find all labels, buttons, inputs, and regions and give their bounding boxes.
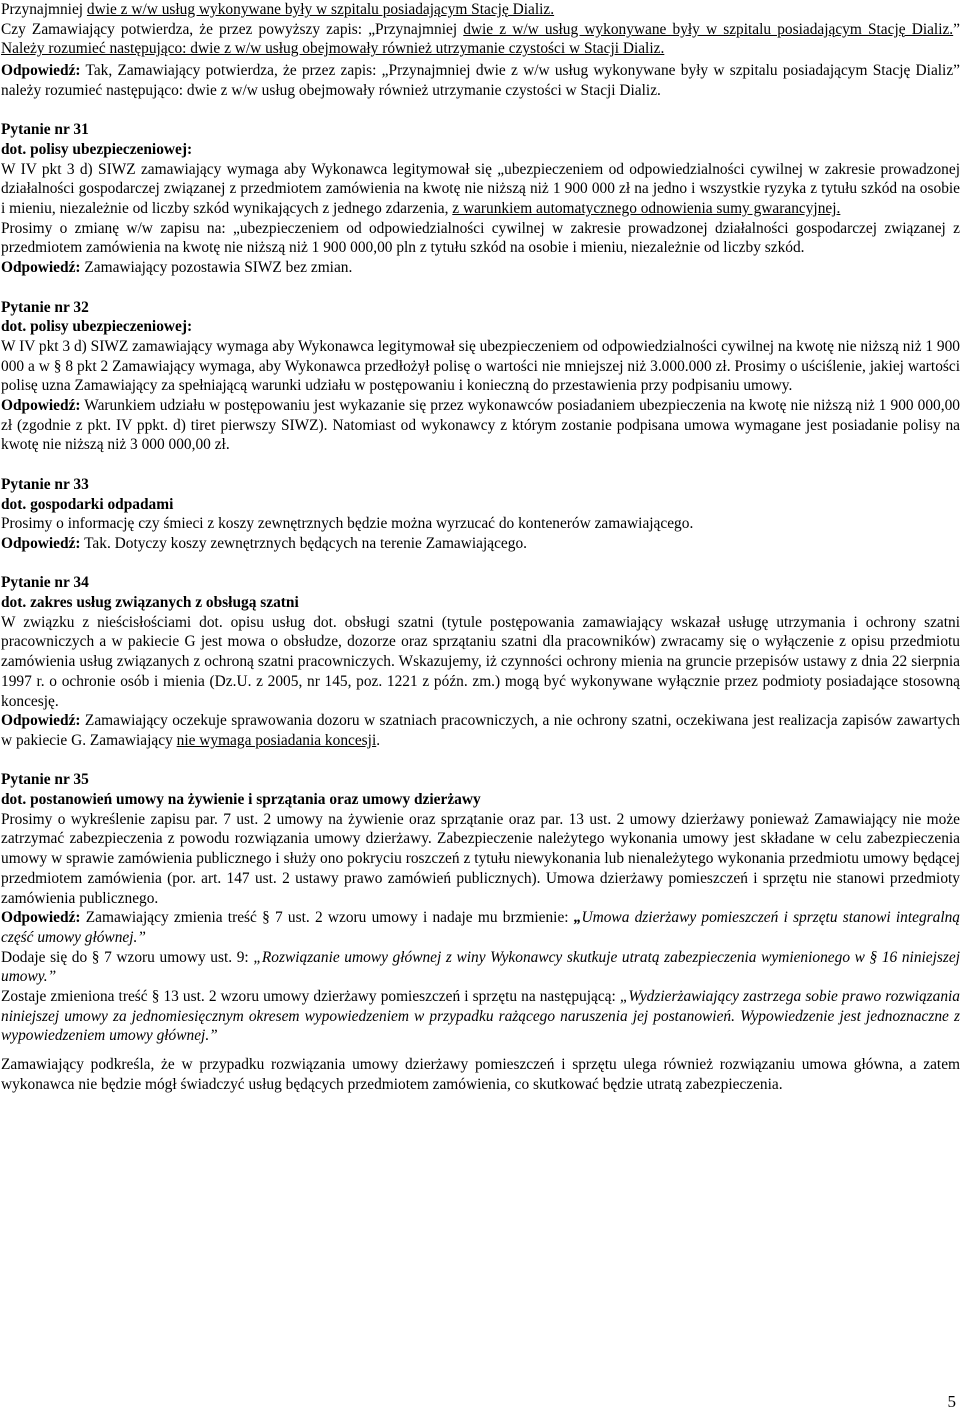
answer-text: Tak, Zamawiający potwierdza, że przez zapis: „Przynajmniej dwie z w/w usług wykonywane były w szpitalu posiadającym Stację Dializ” należy rozumieć następująco: dwie z w/w usług obejmowały również utrzymanie czystości w Stacji Dializ.: [1, 62, 960, 99]
question-35-addition-1: [1, 948, 960, 987]
question-32-title: Pytanie nr 32: [1, 298, 89, 316]
question-32-subject: dot. polisy ubezpieczeniowej:: [1, 318, 193, 336]
question-34-answer: [1, 711, 960, 750]
question-34-subject: dot. zakres usług związanych z obsługą szatni: [1, 594, 299, 612]
question-31-request: Prosimy o zmianę w/w zapisu na: „ubezpieczeniem od odpowiedzialności cywilnej w zakresie prowadzonej działalności gospodarczej związanej z przedmiotem zamówienia na kwotę nie niższą niż 1 900 000,00 pln z tytułu szkód na osobie i mieniu, niezależnie od liczby szkód.: [1, 219, 960, 257]
intro-question: [1, 20, 960, 59]
answer-quote: „: [573, 909, 582, 927]
question-35-title: Pytanie nr 35: [1, 771, 89, 789]
answer-text: Tak. Dotyczy koszy zewnętrznych będących na terenie Zamawiającego.: [80, 534, 527, 552]
answer-text: Zamawiający oczekuje sprawowania dozoru w szatniach pracowniczych, a nie ochrony szatni, oczekiwana jest realizacja zapisów zawartych w pakiecie G. Zamawiający: [1, 712, 960, 749]
question-35-answer: [1, 908, 960, 947]
answer-label: Odpowiedź:: [1, 259, 81, 277]
intro-q-underlined: dwie z w/w usług wykonywane były w szpitalu posiadającym Stację Dializ.: [463, 20, 954, 38]
question-32-body: W IV pkt 3 d) SIWZ zamawiający wymaga aby Wykonawca legitymował się ubezpieczeniem od odpowiedzialności cywilnej na kwotę nie niższą niż 1 900 000 a w § 8 pkt 2 Zamawiający wymaga, aby Wykonawca przedłożył polisę o wartości nie mniejszej niż 3.000.000 zł. Prosimy o uściślenie, jakiej wartości polisę uzna Zamawiający za spełniającą warunki udziału w postępowaniu i konieczną do przestawienia przy podpisaniu umowy.: [1, 337, 960, 395]
addition-1-italic: „Rozwiązanie umowy głównej z winy Wykonawcy skutkuje utratą zabezpieczenia wymienionego w § 16 niniejszej umowy.”: [1, 948, 960, 986]
question-33-subject: dot. gospodarki odpadami: [1, 495, 174, 513]
answer-text: Zamawiający pozostawia SIWZ bez zmian.: [80, 259, 353, 277]
question-31-title: Pytanie nr 31: [1, 121, 89, 139]
addition-2-text: Zostaje zmieniona treść § 13 ust. 2 wzoru umowy dzierżawy pomieszczeń i sprzętu na następującą:: [1, 988, 620, 1006]
question-33-answer: [1, 534, 960, 554]
question-33-title: Pytanie nr 33: [1, 475, 89, 493]
answer-end: .: [376, 731, 381, 749]
answer-label: Odpowiedź:: [1, 712, 81, 730]
addition-1-text: Dodaje się do § 7 wzoru umowy ust. 9:: [1, 948, 254, 966]
intro-underlined: dwie z w/w usług wykonywane były w szpitalu posiadającym Stację Dializ.: [86, 1, 555, 18]
question-35-closing: Zamawiający podkreśla, że w przypadku rozwiązania umowy dzierżawy pomieszczeń i sprzętu ulega również rozwiązaniu umowa główna, a zatem wykonawca nie będzie mógł świadczyć usług będących przedmiotem zamówienia, co skutkować będzie utratą zabezpieczenia.: [1, 1056, 960, 1093]
question-34-title: Pytanie nr 34: [1, 574, 89, 592]
answer-text: Warunkiem udziału w postępowaniu jest wykazanie się przez wykonawców posiadaniem ubezpieczenia na kwotę nie niższą niż 1 900 000,00 zł (zgodnie z pkt. IV ppkt. d) tiret pierwszy SIWZ). Natomiast od wykonawcy z którym zostanie podpisana umowa wymagane jest posiadanie polisy na kwotę nie niższą niż 3 000 000,00 zł.: [1, 397, 960, 454]
question-34-body: W związku z nieścisłościami dot. opisu usług dot. obsługi szatni (tytule postępowania zamawiający wskazał usługę utrzymania i ochrony szatni pracowniczych a w pakiecie G jest mowa o obsłudze, dozorze oraz sprzątaniu szatni dla pracowników) zwracamy się o wyłączenie z opisu przedmiotu zamówienia usług związanych z ochroną szatni pracowniczych. Wskazujemy, iż czynności ochrony mienia na gruncie przepisów ustawy z dnia 22 sierpnia 1997 r. o ochronie osób i mienia (Dz.U. z 2005, nr 145, poz. 1221 z późn. zm.) mogą być wykonywane wyłącznie przez podmioty posiadające stosowną koncesję.: [1, 613, 960, 710]
question-32-answer: [1, 396, 960, 455]
question-35-body: Prosimy o wykreślenie zapisu par. 7 ust. 2 umowy na żywienie oraz sprzątanie oraz par. 13 ust. 2 umowy dzierżawy ponieważ Zamawiający nie może zatrzymać zabezpieczenia z powodu rozwiązania umowy dzierżawy. Zabezpieczenie należytego wykonania umowy jest składane w celu zabezpieczenia umowy w sprawie zamówienia publicznego i służy ono pokryciu roszczeń z tytułu niewykonania lub nienależytego wykonania przedmiotu umowy będącej przedmiotem zamówienia (por. art. 147 ust. 2 ustawy prawo zamówień publicznych). Umowa dzierżawy pomieszczeń i sprzętu nie stanowi przedmioty zamówienia publicznego.: [1, 810, 960, 907]
answer-label: Odpowiedź:: [1, 534, 81, 552]
q31-body-underlined: z warunkiem automatycznego odnowienia sumy gwarancyjnej.: [452, 200, 841, 218]
intro-line-1: [1, 0, 960, 20]
q31-body-text: W IV pkt 3 d) SIWZ zamawiający wymaga aby Wykonawca legitymował się „ubezpieczeniem od odpowiedzialności cywilnej w zakresie prowadzonej działalności gospodarczej związanej z przedmiotem zamówienia na kwotę nie niższą niż 1 900 000 zł na jedno i wszystkie ryzyka z tytułu szkód na osobie i mieniu, niezależnie od liczby szkód wynikających z jednego zdarzenia,: [1, 160, 960, 218]
answer-label: Odpowiedź:: [1, 909, 81, 927]
question-35-addition-2: [1, 987, 960, 1046]
answer-text: Zamawiający zmienia treść § 7 ust. 2 wzoru umowy i nadaje mu brzmienie:: [80, 909, 574, 927]
question-31-subject: dot. polisy ubezpieczeniowej:: [1, 140, 193, 158]
question-31-answer: [1, 258, 960, 278]
question-35-subject: dot. postanowień umowy na żywienie i sprzątania oraz umowy dzierżawy: [1, 791, 481, 809]
intro-answer: [1, 61, 960, 100]
question-31-body: [1, 160, 960, 219]
intro-q-text: Czy Zamawiający potwierdza, że przez powyższy zapis: „Przynajmniej: [1, 20, 464, 38]
answer-label: Odpowiedź:: [1, 397, 81, 415]
question-33-body: Prosimy o informację czy śmieci z koszy zewnętrznych będzie można wyrzucać do kontenerów zamawiającego.: [1, 515, 694, 533]
intro-q-underlined-2: Należy rozumieć następująco: dwie z w/w usług obejmowały również utrzymanie czystości w Stacji Dializ.: [1, 40, 665, 58]
answer-underlined: nie wymaga posiadania koncesji: [176, 731, 377, 749]
page-number: 5: [947, 1392, 956, 1411]
intro-text: Przynajmniej: [1, 1, 87, 18]
intro-q-quote: ”: [953, 20, 960, 38]
addition-2-italic: „Wydzierżawiający zastrzega sobie prawo rozwiązania niniejszej umowy za jednomiesięcznym okresem wypowiedzeniem w przypadku rażącego naruszenia jej postanowień. Wypowiedzenie jest jednoznaczne z wypowiedzeniem umowy głównej.”: [1, 988, 960, 1045]
answer-italic: Umowa dzierżawy pomieszczeń i sprzętu stanowi integralną część umowy głównej.”: [1, 909, 960, 946]
answer-label: Odpowiedź:: [1, 62, 81, 80]
